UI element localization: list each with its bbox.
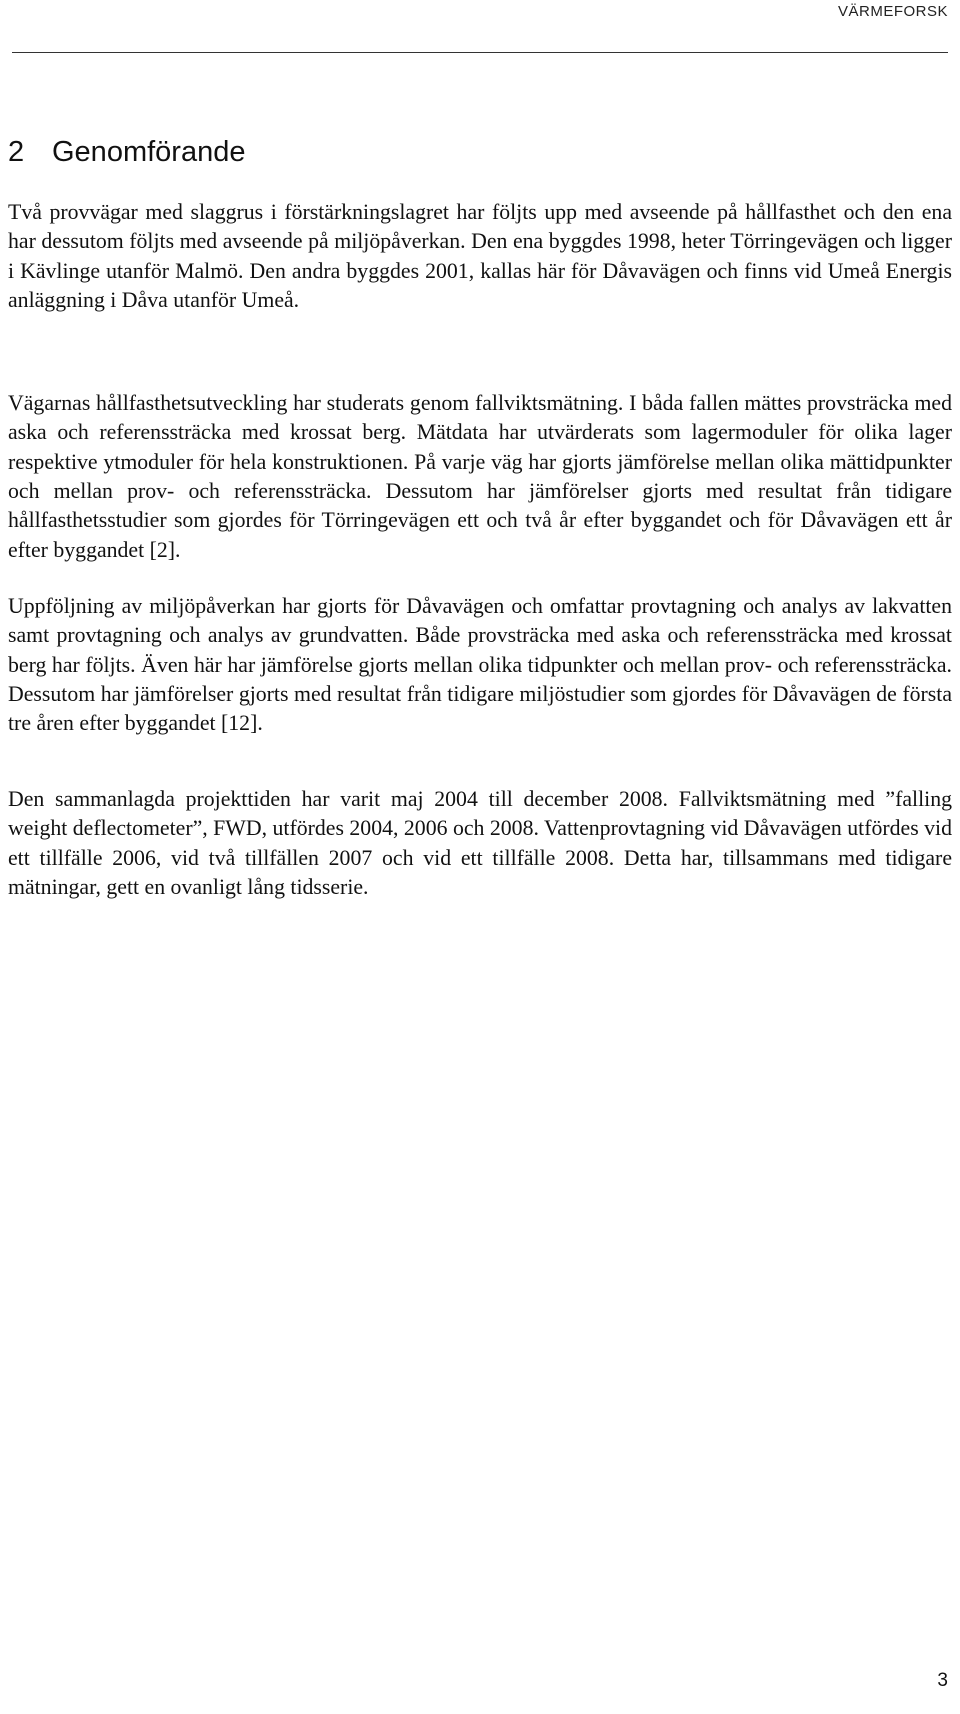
paragraph-environmental-impact: Uppföljning av miljöpåverkan har gjorts för Dåvavägen och omfattar provtagning och analys av lakvatten samt provtagning och analys av grundvatten. Både provsträcka med aska och referenssträcka med krossat berg har följts. Även här har jämförelse gjorts mellan olika tidpunkter och mellan prov- och referenssträcka. Dessutom har jämförelser gjorts med resultat från tidigare miljöstudier som gjordes för Dåvavägen de första tre åren efter byggandet [12]. [8, 593, 952, 736]
header-brand: VÄRMEFORSK [837, 3, 948, 20]
paragraph-project-timeline: Den sammanlagda projekttiden har varit maj 2004 till december 2008. Fallviktsmätning med ”falling weight deflectometer”, FWD, utfördes 2004, 2006 och 2008. Vattenprovtagning vid Dåvavägen utfördes vid ett tillfälle 2006, vid två tillfällen 2007 och vid ett tillfälle 2008. Detta har, tillsammans med tidigare mätningar, gett en ovanligt lång tidsserie. [8, 786, 952, 900]
section-title: Genomförande [52, 136, 246, 168]
section-heading [8, 138, 245, 167]
section-number: 2 [8, 136, 25, 168]
paragraph-bearing-capacity: Vägarnas hållfasthetsutveckling har studerats genom fallviktsmätning. I båda fallen mättes provsträcka med aska och referenssträcka med krossat berg. Mätdata har utvärderats som lagermoduler för olika lager respektive ytmoduler för hela konstruktionen. På varje väg har gjorts jämförelse mellan olika mättidpunkter och mellan prov- och referenssträcka. Dessutom har jämförelser gjorts med resultat från tidigare hållfasthetsstudier som gjordes för Törringevägen ett och två år efter byggandet och för Dåvavägen ett år efter byggandet [2]. [8, 390, 952, 562]
page-number: 3 [937, 1670, 948, 1691]
paragraph-test-roads: Två provvägar med slaggrus i förstärkningslagret har följts upp med avseende på hållfasthet och den ena har dessutom följts med avseende på miljöpåverkan. Den ena byggdes 1998, heter Törringevägen och ligger i Kävlinge utanför Malmö. Den andra byggdes 2001, kallas här för Dåvavägen och finns vid Umeå Energis anläggning i Dåva utanför Umeå. [8, 199, 952, 313]
header-divider [12, 52, 948, 53]
